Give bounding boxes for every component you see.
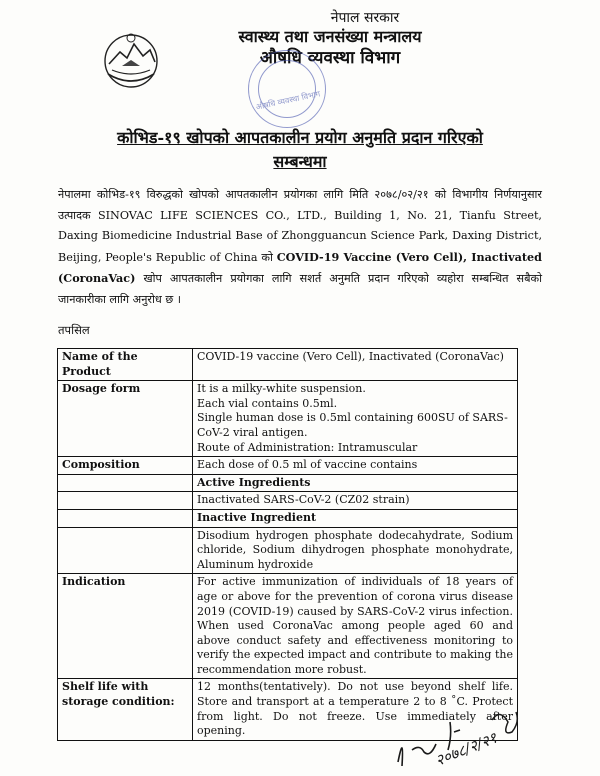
body-part-2: खोप आपतकालीन प्रयोगका लागि सशर्त अनुमति प्रदान गरिएको व्यहोरा सम्बन्धित सबैको जानकारीका लागि अनुरोध छ । — [58, 272, 542, 306]
handwritten-signature-icon — [390, 692, 550, 772]
dosage-line: It is a milky-white suspension. — [197, 382, 366, 396]
body-paragraph — [58, 185, 542, 310]
table-row — [58, 492, 518, 510]
table-row — [58, 509, 518, 527]
header-line-government: नेपाल सरकार — [330, 10, 400, 26]
signature-date: २०७८/२/२१ — [432, 728, 500, 770]
row-key-shelf-life: Shelf life with storage condition: — [58, 679, 193, 740]
row-value-dosage-form — [193, 381, 518, 457]
subject-heading — [70, 126, 530, 174]
row-key-product-name: Name of the Product — [58, 349, 193, 381]
header-line-department: औषधि व्यवस्था विभाग — [259, 48, 401, 68]
table-row — [58, 574, 518, 679]
row-value-composition: Each dose of 0.5 ml of vaccine contains — [193, 457, 518, 475]
row-key-indication: Indication — [58, 574, 193, 679]
inactive-ingredient-heading: Inactive Ingredient — [193, 509, 518, 527]
department-stamp — [248, 50, 326, 128]
row-key-dosage-form: Dosage form — [58, 381, 193, 457]
row-value-indication: For active immunization of individuals of 18 years of age or above for the prevention of corona virus disease 2019 (COVID-19) caused by SARS-CoV-2 virus infection. When used CoronaVac among people aged 60 and above conduct safety and effectiveness monitoring to verify the expected impact and contribute to making the recommendation more robust. — [193, 574, 518, 679]
dosage-line: Single human dose is 0.5ml containing 600SU of SARS-CoV-2 viral antigen. — [197, 411, 508, 439]
table-row — [58, 349, 518, 381]
table-row — [58, 527, 518, 574]
body-product-name: COVID-19 Vaccine (Vero Cell), Inactivated (CoronaVac) — [58, 249, 542, 285]
table-row — [58, 457, 518, 475]
letterhead — [160, 10, 500, 69]
stamp-text: औषधि व्यवस्था विभाग — [254, 89, 322, 112]
dosage-line: Each vial contains 0.5ml. — [197, 396, 338, 410]
active-ingredients-heading: Active Ingredients — [193, 474, 518, 492]
details-label: तपसिल — [58, 323, 90, 337]
row-value-shelf-life: 12 months(tentatively). Do not use beyond shelf life. Store and transport at a temperature 2 to 8 ˚C. Protect from light. Do not freeze. Use immediately after opening. — [193, 679, 518, 740]
row-value-product-name: COVID-19 vaccine (Vero Cell), Inactivated (CoronaVac) — [193, 349, 518, 381]
product-details-table — [57, 348, 518, 741]
body-part-1: नेपालमा कोभिड-१९ विरुद्धको खोपको आपतकालीन प्रयोगका लागि मिति २०७८/०२/२१ को विभागीय निर्णयानुसार उत्पादक SINOVAC LIFE SCIENCES CO., LTD., Building 1, No. 21, Tianfu Street, Daxing Biomedicine Industrial Base of Zhongguancun Science Park, Daxing District, Beijing, People's Republic of China को — [58, 188, 542, 264]
dosage-line: Route of Administration: Intramuscular — [197, 440, 418, 454]
header-line-ministry: स्वास्थ्य तथा जनसंख्या मन्त्रालय — [238, 27, 422, 46]
subject-line-2: सम्बन्धमा — [273, 152, 327, 171]
table-row — [58, 381, 518, 457]
inactive-ingredient-value: Disodium hydrogen phosphate dodecahydrate, Sodium chloride, Sodium dihydrogen phosphate monohydrate, Aluminum hydroxide — [193, 527, 518, 574]
row-key-composition: Composition — [58, 457, 193, 475]
subject-line-1: कोभिड-१९ खोपको आपतकालीन प्रयोग अनुमति प्रदान गरिएको — [117, 128, 483, 147]
table-row — [58, 474, 518, 492]
government-emblem-icon — [100, 30, 162, 90]
active-ingredients-value: Inactivated SARS-CoV-2 (CZ02 strain) — [193, 492, 518, 510]
